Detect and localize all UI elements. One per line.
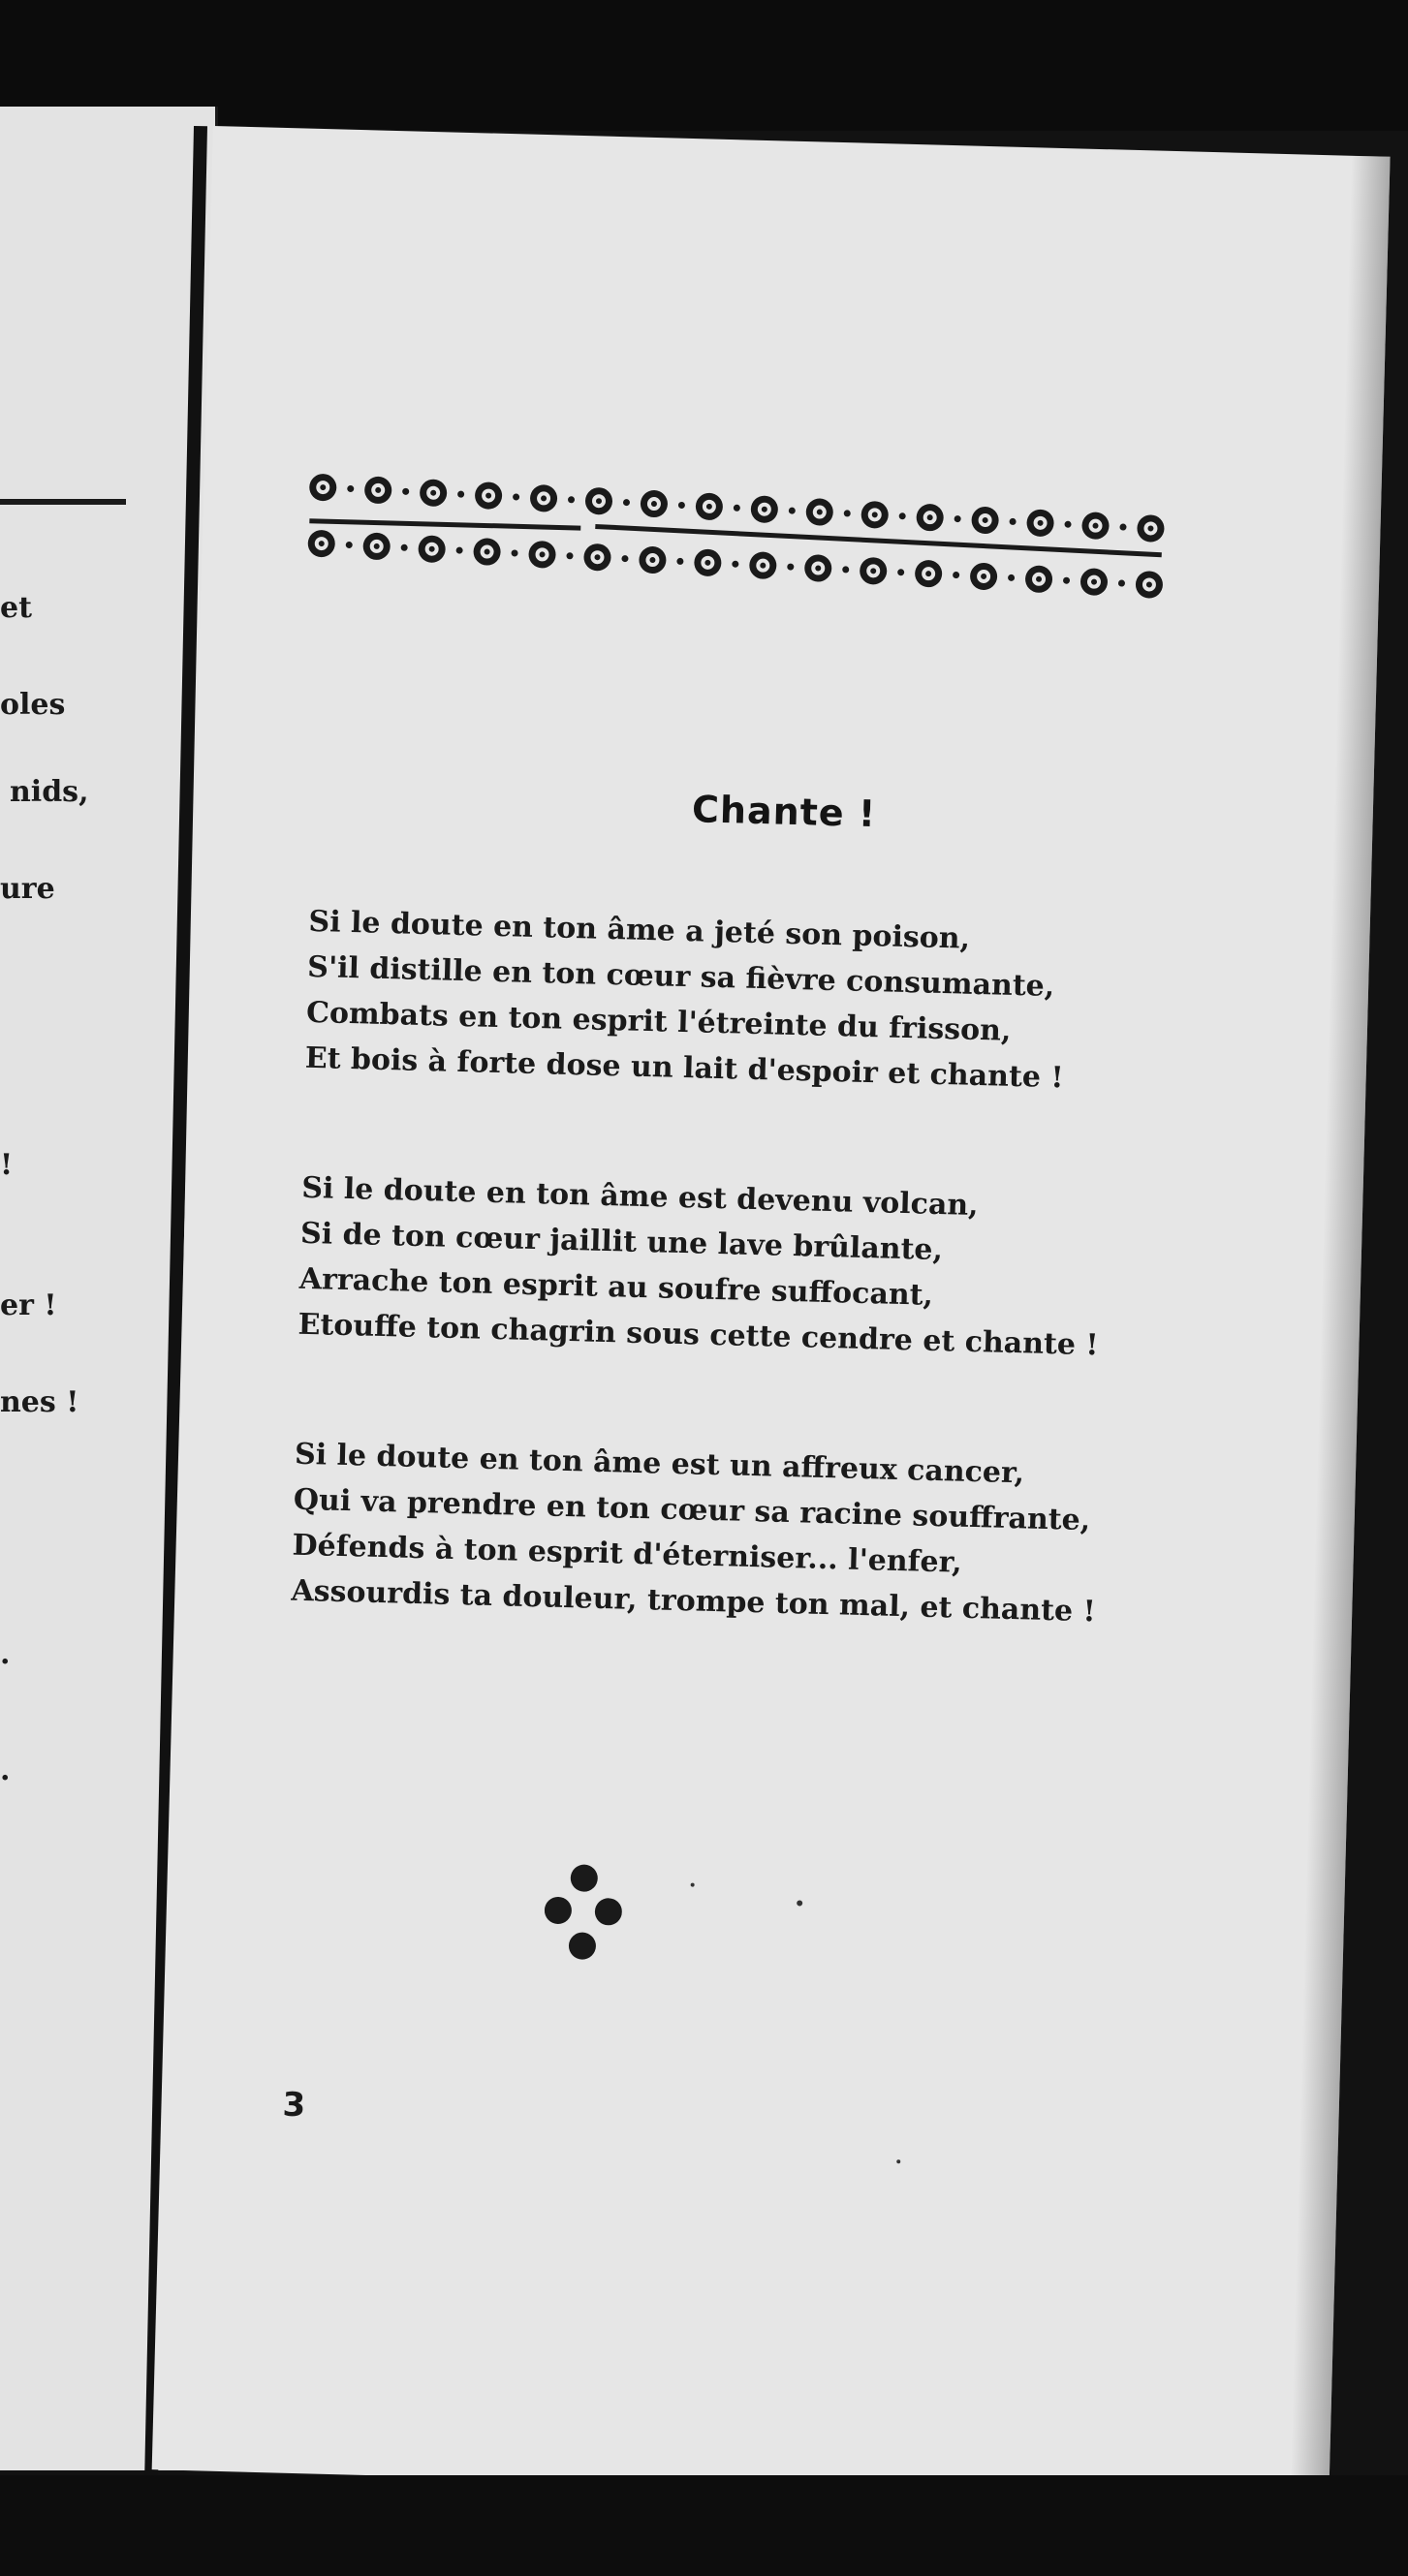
chain-link xyxy=(623,499,630,506)
poem-line: Si de ton cœur jaillit une lave brûlante, xyxy=(299,1216,944,1268)
chain-link xyxy=(789,508,796,514)
poem-line: Qui va prendre en ton cœur sa racine souffrante, xyxy=(293,1482,1091,1538)
poem-line: Si le doute en ton âme est devenu volcan, xyxy=(300,1170,980,1224)
chain-link xyxy=(787,563,794,570)
left-page-fragment: ! xyxy=(0,1148,14,1182)
left-page-fragment: oles xyxy=(0,688,66,722)
chain-link xyxy=(953,572,959,578)
chain-link xyxy=(513,493,519,500)
poem-line: S'il distille en ton cœur sa fièvre consumante, xyxy=(306,949,1055,1005)
left-page-fragment: nids, xyxy=(10,775,89,809)
chain-link xyxy=(346,542,353,548)
chain-link xyxy=(732,561,738,568)
poem-line: Arrache ton esprit au soufre suffocant, xyxy=(298,1261,934,1313)
chain-link xyxy=(1063,577,1070,584)
chain-link xyxy=(347,485,354,492)
chain-link xyxy=(456,547,463,554)
chain-link xyxy=(1119,523,1126,530)
chain-link xyxy=(1064,521,1071,528)
page-edge-shadow xyxy=(1290,156,1390,2500)
poem-line: Si le doute en ton âme est un affreux cancer, xyxy=(294,1437,1025,1491)
right-page xyxy=(152,126,1391,2500)
stanza-1 xyxy=(304,899,1084,1102)
chain-link xyxy=(842,566,849,573)
poem-line: Assourdis ta douleur, trompe ton mal, et chante ! xyxy=(290,1573,1097,1629)
chain-ornament-icon xyxy=(303,468,1169,606)
chain-link xyxy=(566,552,573,559)
left-page-rule xyxy=(0,499,126,505)
chain-link xyxy=(1008,574,1015,581)
left-page-fragment: . xyxy=(0,1637,11,1671)
poem-line: Et bois à forte dose un lait d'espoir et chante ! xyxy=(304,1040,1064,1096)
chain-link xyxy=(401,544,408,551)
chain-link xyxy=(511,549,517,556)
paper-speck xyxy=(896,2159,900,2163)
four-petal-flourish-icon xyxy=(543,1860,623,1969)
stanza-2 xyxy=(297,1165,1099,1368)
poem-line: Si le doute en ton âme a jeté son poison, xyxy=(308,904,971,956)
paper-speck xyxy=(691,1883,695,1887)
poem-line: Défends à ton esprit d'éterniser... l'enfer, xyxy=(292,1528,963,1580)
chain-link xyxy=(457,491,464,498)
left-page-fragment: er ! xyxy=(0,1288,57,1322)
left-page-fragment: et xyxy=(0,591,32,625)
paper-speck xyxy=(797,1900,802,1906)
page-number: 3 xyxy=(282,2085,306,2126)
poem-line: Etouffe ton chagrin sous cette cendre et chante ! xyxy=(297,1307,1099,1363)
chain-link xyxy=(734,505,740,512)
chain-link xyxy=(899,512,906,519)
stanza-3 xyxy=(290,1432,1097,1634)
chain-link xyxy=(844,510,851,516)
poem-title: Chante ! xyxy=(691,788,877,836)
chain-link xyxy=(897,569,904,575)
chain-link xyxy=(402,488,409,495)
chain-link xyxy=(678,502,685,509)
left-page-fragment: . xyxy=(0,1754,11,1787)
chain-link xyxy=(1118,579,1125,586)
chain-link xyxy=(954,515,961,522)
chain-link xyxy=(568,496,575,503)
poem-line: Combats en ton esprit l'étreinte du frisson, xyxy=(305,995,1012,1048)
scan-background-bottom xyxy=(0,2475,1408,2576)
chain-row xyxy=(307,530,1164,599)
chain-link xyxy=(621,555,628,562)
chain-link xyxy=(676,558,683,565)
left-page-fragment: nes ! xyxy=(0,1385,79,1419)
left-page-fragment: ure xyxy=(0,872,55,906)
chain-link xyxy=(1010,518,1017,525)
